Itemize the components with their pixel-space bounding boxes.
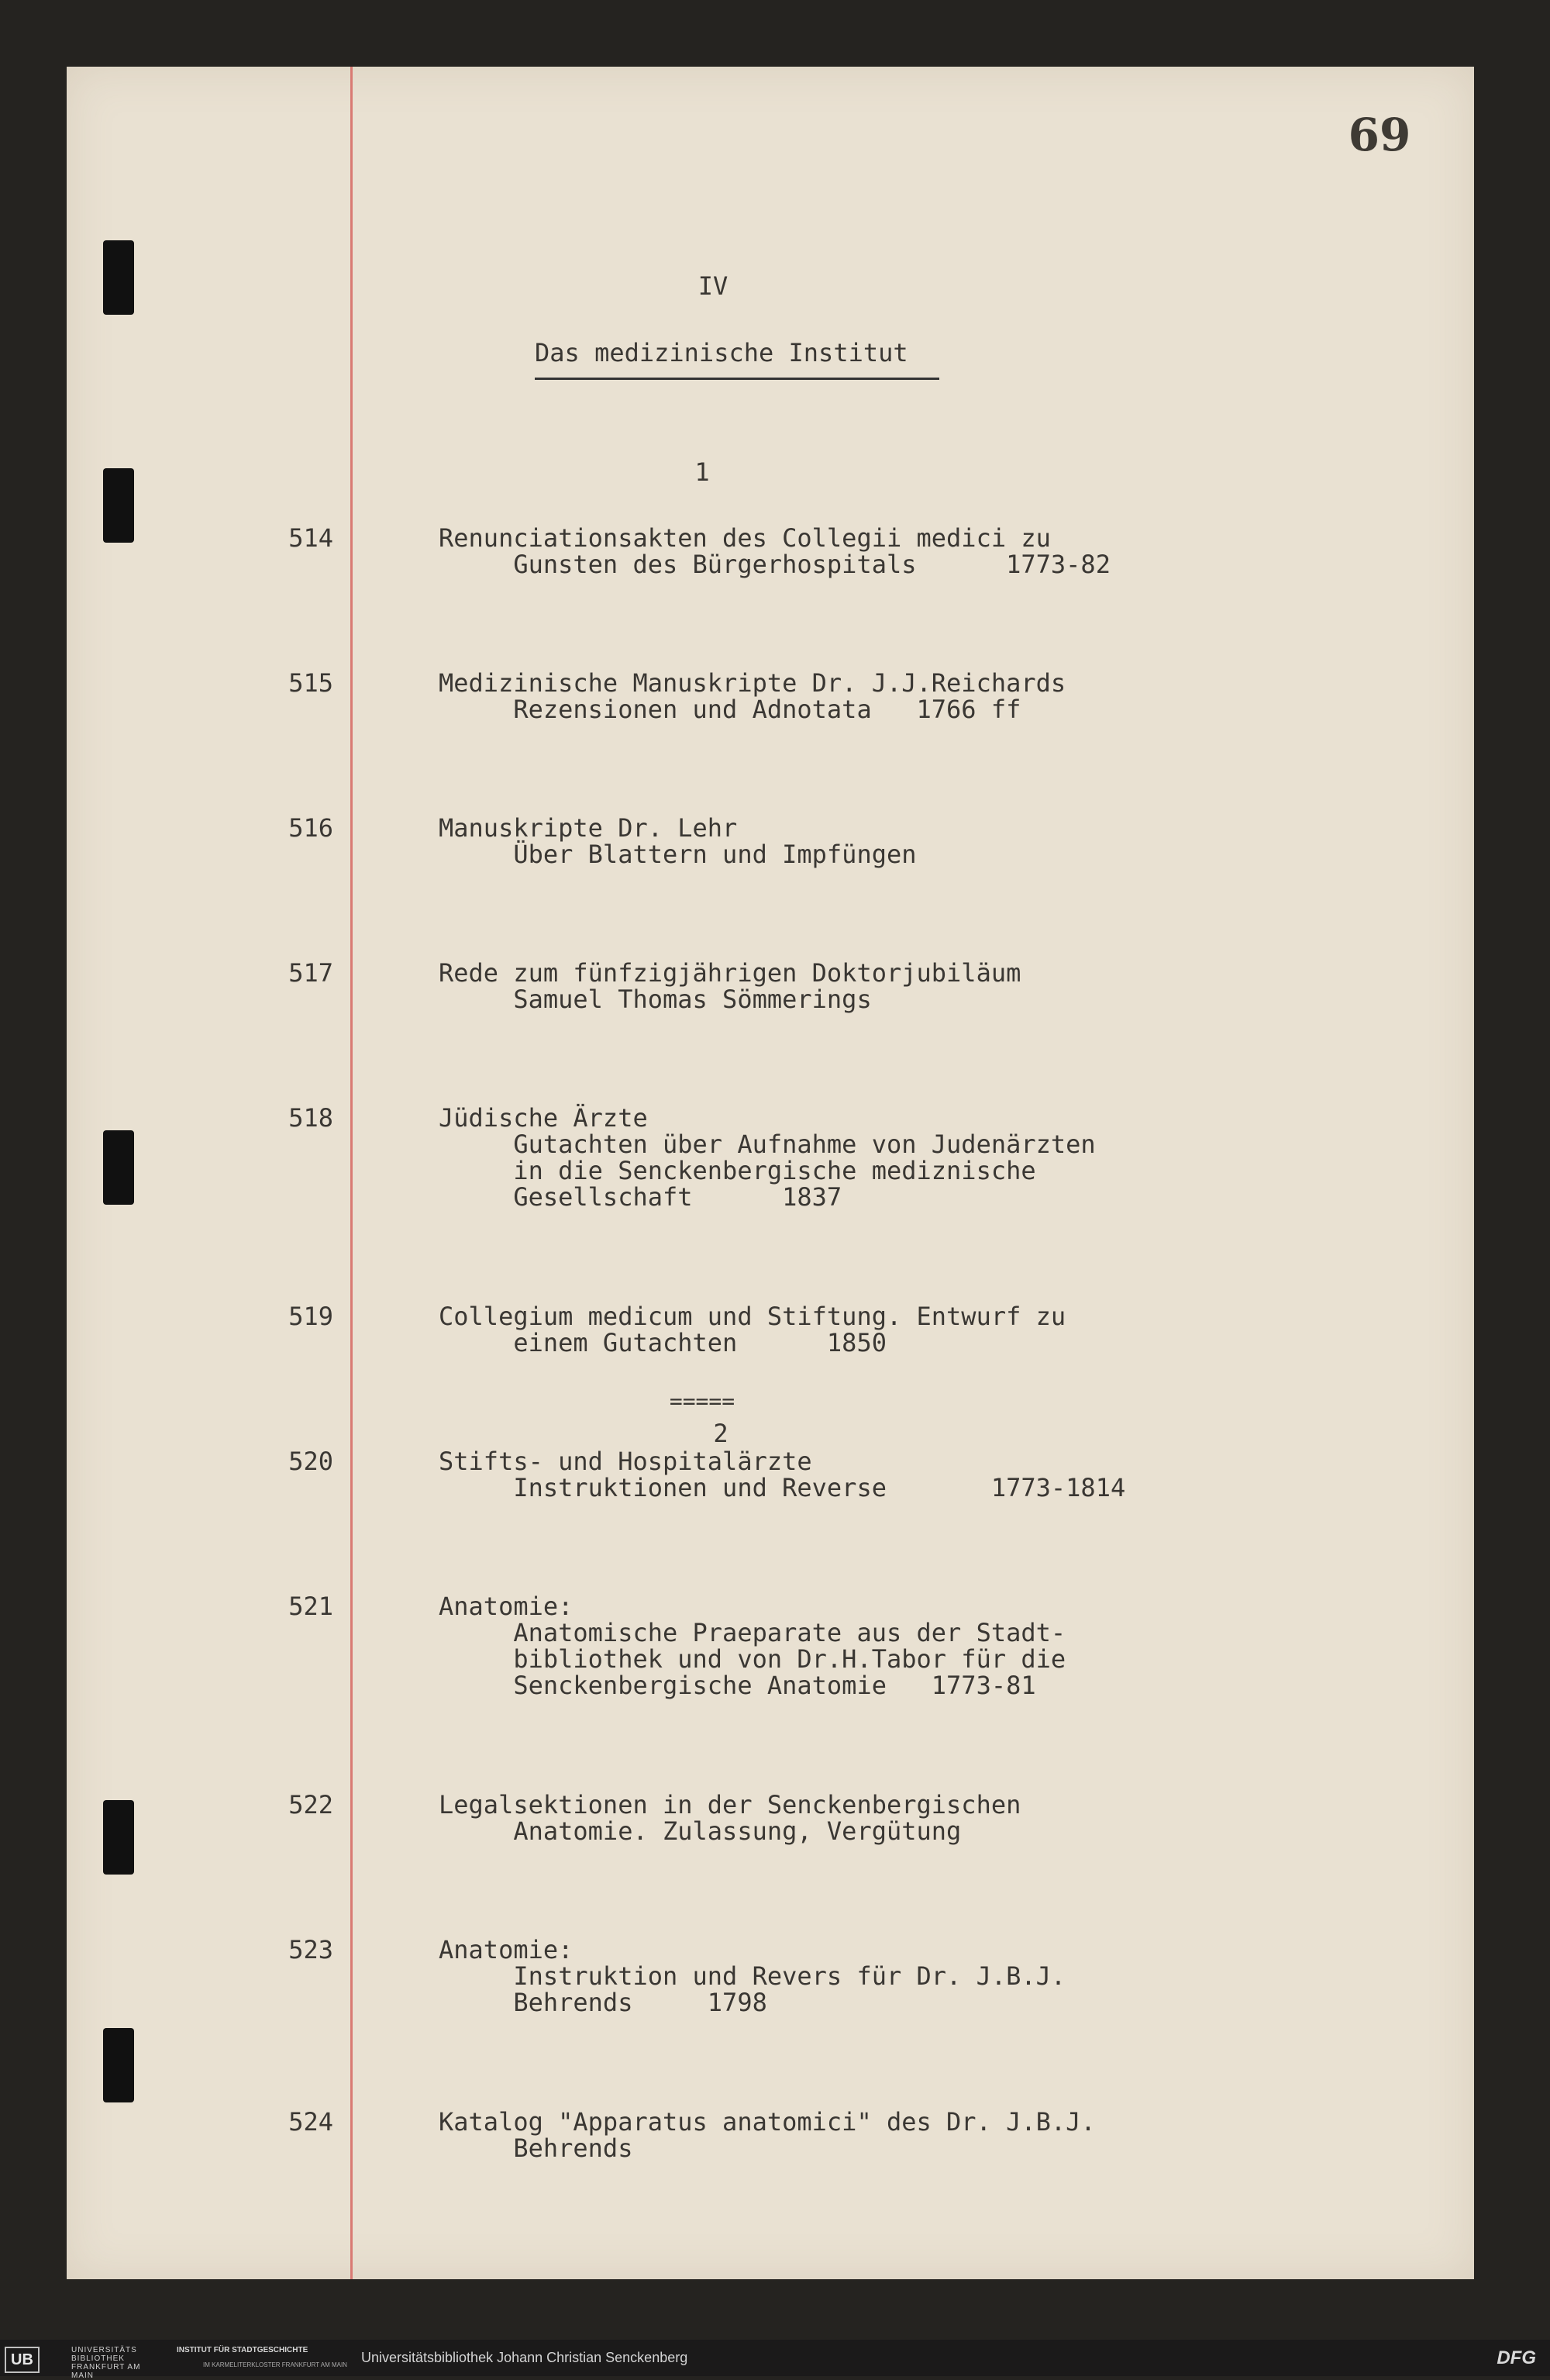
entry-line: Katalog "Apparatus anatomici" des Dr. J.B.J. [439,2107,1096,2137]
entry-number: 519 [288,1302,333,1331]
entry-line: Instruktion und Revers für Dr. J.B.J. [439,1961,1066,1991]
ub-city: FRANKFURT AM MAIN [71,2363,141,2380]
entry-line: einem Gutachten 1850 [439,1328,887,1357]
footer-bar [0,2340,1550,2380]
entry-line: Legalsektionen in der Senckenbergischen [439,1790,1021,1819]
punch-hole [103,1800,134,1875]
library-name: Universitätsbibliothek Johann Christian Senckenberg [361,2350,688,2365]
subsection-separator: ===== [669,1388,735,1414]
entry-line: Collegium medicum und Stiftung. Entwurf zu [439,1302,1066,1331]
entry-line: in die Senckenbergische mediznische [439,1156,1036,1185]
page-number: 69 [1348,109,1411,161]
institute-subtitle: IM KARMELITERKLOSTER FRANKFURT AM MAIN [203,2361,347,2368]
entry-line: Anatomische Praeparate aus der Stadt- [439,1618,1066,1647]
entry-number: 516 [288,813,333,843]
entry-number: 517 [288,958,333,988]
entry-line: Behrends 1798 [439,1988,767,2017]
entry-line: Über Blattern und Impfüngen [439,840,917,869]
entry-line: Instruktionen und Reverse 1773-1814 [439,1473,1126,1502]
entry-line: Stifts- und Hospitalärzte [439,1447,812,1476]
title-underline [535,378,939,380]
entry-line: Samuel Thomas Sömmerings [439,985,872,1014]
entry-line: Behrends [439,2133,633,2163]
punch-hole [103,468,134,543]
entry-line: Rede zum fünfzigjährigen Doktorjubiläum [439,958,1021,988]
entry-line: Medizinische Manuskripte Dr. J.J.Reichards [439,668,1066,698]
entry-number: 524 [288,2107,333,2137]
subsection-label: 2 [713,1419,728,1448]
punch-hole [103,2028,134,2102]
margin-line [350,67,353,2279]
entry-line: Jüdische Ärzte [439,1103,648,1133]
entry-number: 518 [288,1103,333,1133]
entry-line: bibliothek und von Dr.H.Tabor für die [439,1644,1066,1674]
dfg-logo[interactable]: DFG [1497,2347,1536,2368]
entry-line: Gesellschaft 1837 [439,1182,842,1212]
entry-line: Rezensionen und Adnotata 1766 ff [439,695,1021,724]
entry-number: 515 [288,668,333,698]
entry-number: 523 [288,1935,333,1964]
ub-logo[interactable]: UB [5,2347,40,2373]
entry-line: Anatomie. Zulassung, Vergütung [439,1816,962,1846]
entry-line: Gunsten des Bürgerhospitals 1773-82 [439,550,1111,579]
subsection-label: 1 [694,457,710,487]
entry-line: Anatomie: [439,1935,574,1964]
entry-line: Anatomie: [439,1592,574,1621]
entry-number: 520 [288,1447,333,1476]
entry-line: Manuskripte Dr. Lehr [439,813,738,843]
entry-line: Gutachten über Aufnahme von Judenärzten [439,1130,1096,1159]
institute-logo[interactable]: INSTITUT FÜR STADTGESCHICHTE [177,2346,308,2354]
entry-number: 522 [288,1790,333,1819]
punch-hole [103,240,134,315]
entry-number: 521 [288,1592,333,1621]
entry-number: 514 [288,523,333,553]
ub-logo-text [71,2346,164,2380]
section-roman: IV [698,271,728,301]
entry-line: Senckenbergische Anatomie 1773-81 [439,1671,1036,1700]
entry-line: Renunciationsakten des Collegii medici zu [439,523,1051,553]
ub-name: UNIVERSITÄTS BIBLIOTHEK [71,2346,137,2363]
section-title: Das medizinische Institut [535,338,908,367]
punch-hole [103,1130,134,1205]
